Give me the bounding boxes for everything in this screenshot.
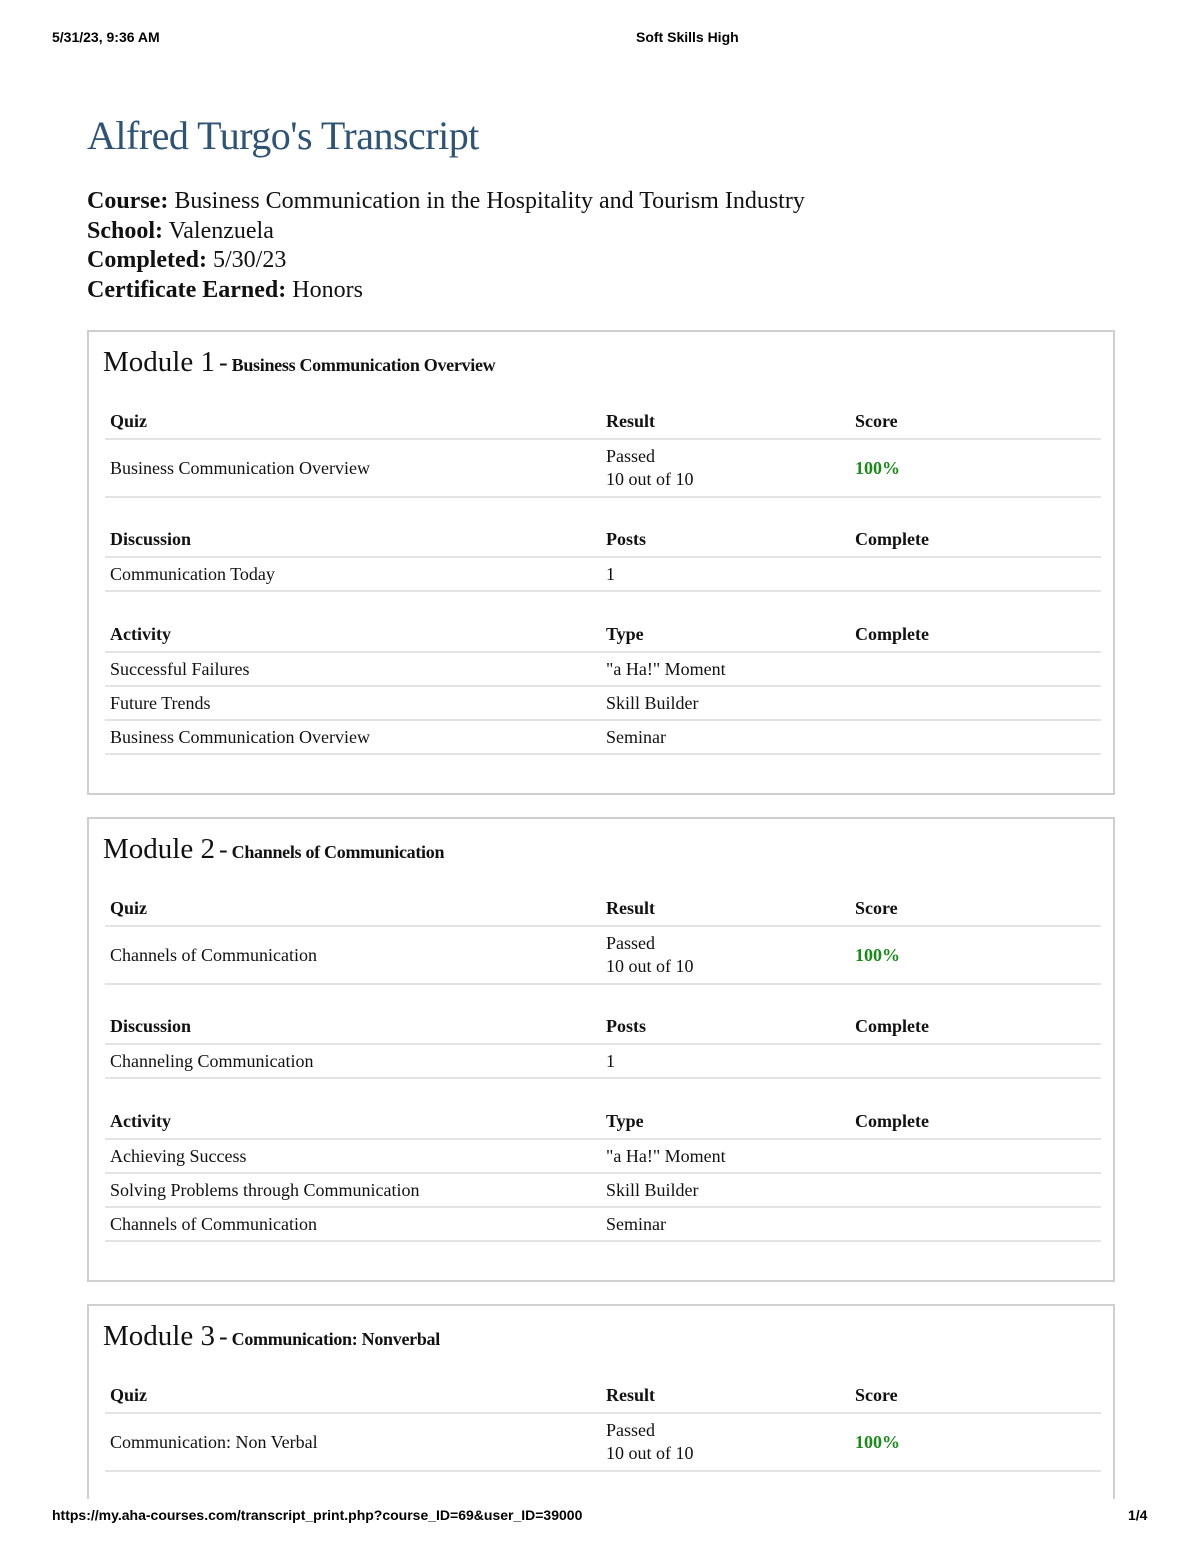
print-datetime: 5/31/23, 9:36 AM — [52, 29, 160, 45]
print-site-title: Soft Skills High — [636, 29, 739, 45]
discussion-table — [105, 1010, 1101, 1079]
completed-line — [87, 246, 805, 276]
module-title — [103, 833, 444, 866]
module-subtitle: Channels of Communication — [231, 842, 445, 862]
module-separator: - — [218, 348, 228, 377]
course-line — [87, 187, 805, 217]
result-col-header: Result — [606, 1385, 655, 1405]
discussion-title: Channeling Communication — [110, 1050, 314, 1071]
module-3-card — [87, 1304, 1115, 1499]
module-subtitle: Communication: Nonverbal — [231, 1329, 440, 1349]
activity-title: Achieving Success — [110, 1145, 247, 1166]
complete-col-header: Complete — [855, 529, 929, 549]
quiz-title: Communication: Non Verbal — [110, 1431, 318, 1452]
course-value: Business Communication in the Hospitality and Tourism Industry — [174, 188, 805, 214]
posts-col-header: Posts — [606, 1016, 646, 1036]
quiz-result-detail: 10 out of 10 — [606, 469, 694, 489]
discussion-complete — [855, 1045, 1095, 1077]
certificate-label: Certificate Earned: — [87, 276, 287, 303]
activity-title: Future Trends — [110, 692, 211, 713]
complete-col-header: Complete — [855, 1111, 929, 1131]
quiz-result — [606, 1414, 846, 1470]
certificate-line — [87, 276, 805, 306]
quiz-result-status: Passed — [606, 1420, 655, 1440]
certificate-value: Honors — [292, 276, 363, 303]
quiz-result-detail: 10 out of 10 — [606, 956, 694, 976]
activity-type: Seminar — [606, 726, 666, 747]
quiz-score: 100% — [855, 457, 900, 478]
activity-row — [105, 687, 1101, 721]
quiz-result — [606, 440, 846, 496]
type-col-header: Type — [606, 624, 644, 644]
module-separator: - — [218, 835, 228, 864]
school-value: Valenzuela — [168, 217, 274, 244]
quiz-result-status: Passed — [606, 446, 655, 466]
activity-row — [105, 1208, 1101, 1242]
discussion-header-row — [105, 1010, 1101, 1045]
posts-col-header: Posts — [606, 529, 646, 549]
activity-table — [105, 1105, 1101, 1242]
course-label: Course: — [87, 188, 169, 214]
discussion-row — [105, 558, 1101, 592]
discussion-complete — [855, 558, 1095, 590]
school-line — [87, 217, 805, 247]
activity-type: "a Ha!" Moment — [606, 658, 726, 679]
module-1-card — [87, 330, 1115, 795]
activity-row — [105, 1174, 1101, 1208]
print-url: https://my.aha-courses.com/transcript_print.php?course_ID=69&user_ID=39000 — [52, 1507, 583, 1523]
module-name: Module 2 — [103, 833, 215, 865]
module-name: Module 1 — [103, 346, 215, 378]
activity-complete — [855, 1140, 1095, 1172]
activity-complete — [855, 721, 1095, 753]
quiz-row — [105, 440, 1101, 498]
activity-complete — [855, 687, 1095, 719]
quiz-result — [606, 927, 846, 983]
module-title — [103, 1320, 440, 1353]
score-col-header: Score — [855, 1385, 898, 1405]
quiz-row — [105, 1414, 1101, 1472]
score-col-header: Score — [855, 898, 898, 918]
quiz-table — [105, 405, 1101, 498]
quiz-table — [105, 892, 1101, 985]
complete-col-header: Complete — [855, 1016, 929, 1036]
quiz-result-detail: 10 out of 10 — [606, 1443, 694, 1463]
score-col-header: Score — [855, 411, 898, 431]
activity-col-header: Activity — [110, 1111, 171, 1131]
quiz-col-header: Quiz — [110, 1385, 148, 1405]
print-page-number: 1/4 — [1128, 1507, 1148, 1523]
discussion-col-header: Discussion — [110, 1016, 192, 1036]
activity-row — [105, 1140, 1101, 1174]
discussion-posts: 1 — [606, 563, 615, 584]
transcript-meta — [87, 187, 805, 305]
quiz-header-row — [105, 1379, 1101, 1414]
activity-row — [105, 721, 1101, 755]
activity-complete — [855, 1208, 1095, 1240]
discussion-posts: 1 — [606, 1050, 615, 1071]
module-name: Module 3 — [103, 1320, 215, 1352]
activity-col-header: Activity — [110, 624, 171, 644]
print-header — [0, 29, 1200, 49]
activity-row — [105, 653, 1101, 687]
activity-header-row — [105, 1105, 1101, 1140]
quiz-score: 100% — [855, 1431, 900, 1452]
activity-type: Skill Builder — [606, 692, 699, 713]
activity-type: Skill Builder — [606, 1179, 699, 1200]
activity-title: Business Communication Overview — [110, 726, 370, 747]
discussion-table — [105, 523, 1101, 592]
quiz-score: 100% — [855, 944, 900, 965]
completed-value: 5/30/23 — [212, 247, 287, 273]
activity-complete — [855, 653, 1095, 685]
quiz-header-row — [105, 405, 1101, 440]
quiz-col-header: Quiz — [110, 411, 148, 431]
quiz-result-status: Passed — [606, 933, 655, 953]
module-title — [103, 346, 495, 379]
result-col-header: Result — [606, 898, 655, 918]
quiz-row — [105, 927, 1101, 985]
activity-table — [105, 618, 1101, 755]
type-col-header: Type — [606, 1111, 644, 1131]
quiz-table — [105, 1379, 1101, 1472]
page-title: Alfred Turgo's Transcript — [87, 113, 479, 158]
discussion-row — [105, 1045, 1101, 1079]
completed-label: Completed: — [87, 247, 207, 273]
school-label: School: — [87, 217, 164, 244]
quiz-header-row — [105, 892, 1101, 927]
module-separator: - — [218, 1322, 228, 1351]
print-footer — [0, 1507, 1200, 1527]
quiz-title: Channels of Communication — [110, 944, 317, 965]
activity-type: Seminar — [606, 1213, 666, 1234]
complete-col-header: Complete — [855, 624, 929, 644]
activity-header-row — [105, 618, 1101, 653]
module-2-card — [87, 817, 1115, 1282]
result-col-header: Result — [606, 411, 655, 431]
activity-type: "a Ha!" Moment — [606, 1145, 726, 1166]
module-subtitle: Business Communication Overview — [231, 355, 496, 375]
quiz-col-header: Quiz — [110, 898, 148, 918]
discussion-col-header: Discussion — [110, 529, 192, 549]
activity-title: Solving Problems through Communication — [110, 1179, 420, 1200]
quiz-title: Business Communication Overview — [110, 457, 370, 478]
activity-complete — [855, 1174, 1095, 1206]
discussion-title: Communication Today — [110, 563, 275, 584]
activity-title: Channels of Communication — [110, 1213, 317, 1234]
activity-title: Successful Failures — [110, 658, 250, 679]
discussion-header-row — [105, 523, 1101, 558]
